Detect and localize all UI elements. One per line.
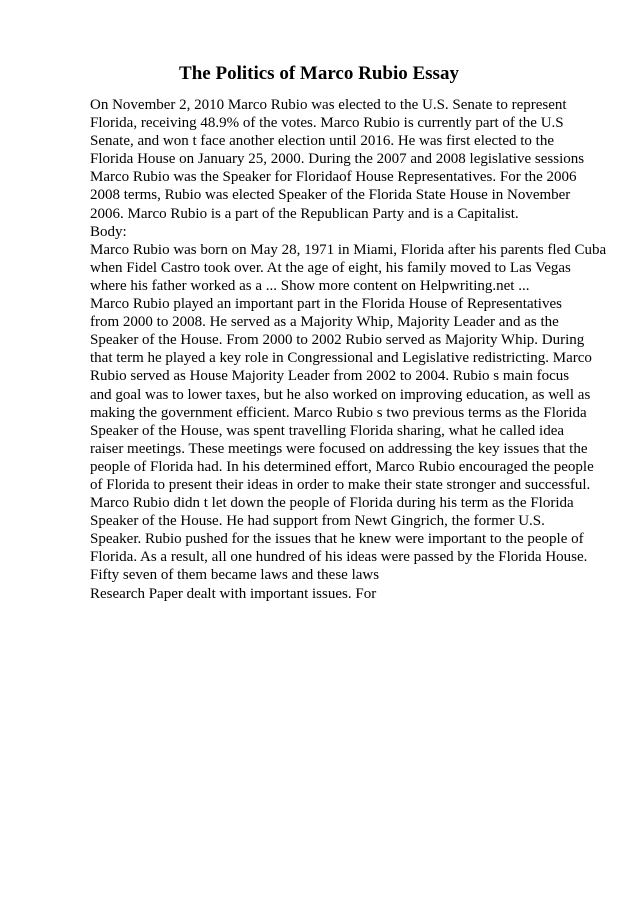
document-body [90,96,630,603]
body-line: raiser meetings. These meetings were focused on addressing the key issues that the [90,440,588,457]
body-line: Senate, and won t face another election until 2016. He was first elected to the [90,133,555,150]
body-line: Florida. As a result, all one hundred of his ideas were passed by the Florida House. [90,549,588,566]
body-line: of Florida to present their ideas in order to make their state stronger and successful. [90,476,591,493]
body-line: Speaker. Rubio pushed for the issues that he knew were important to the people of [90,531,584,548]
body-line: Speaker of the House. He had support from Newt Gingrich, the former U.S. [90,513,545,530]
body-line: making the government efficient. Marco Rubio s two previous terms as the Florida [90,404,587,421]
body-line: that term he played a key role in Congressional and Legislative redistricting. Marco [90,350,592,367]
body-line: On November 2, 2010 Marco Rubio was elected to the U.S. Senate to represent [90,97,567,113]
body-line: Speaker of the House, was spent travelling Florida sharing, what he called idea [90,422,565,439]
body-line: 2008 terms, Rubio was elected Speaker of the Florida State House in November [90,187,571,204]
body-line: Body: [90,223,127,240]
body-line: Fifty seven of them became laws and these laws [90,567,380,584]
document-title: The Politics of Marco Rubio Essay [179,63,459,84]
body-line: Research Paper dealt with important issues. For [90,585,377,602]
body-line: Marco Rubio played an important part in the Florida House of Representatives [90,296,562,313]
body-line: Marco Rubio was born on May 28, 1971 in Miami, Florida after his parents fled Cuba [90,241,607,258]
body-line: and goal was to lower taxes, but he also worked on improving education, as well as [90,386,591,403]
body-line: from 2000 to 2008. He served as a Majority Whip, Majority Leader and as the [90,314,559,331]
body-line: Florida House on January 25, 2000. During the 2007 and 2008 legislative sessions [90,151,585,168]
body-line: where his father worked as a ... Show more content on Helpwriting.net ... [90,277,530,294]
body-line: Florida, receiving 48.9% of the votes. Marco Rubio is currently part of the U.S [90,115,564,132]
body-line: 2006. Marco Rubio is a part of the Republican Party and is a Capitalist. [90,205,519,222]
body-line: Marco Rubio didn t let down the people of Florida during his term as the Florida [90,495,574,512]
body-line: Marco Rubio was the Speaker for Floridaof House Representatives. For the 2006 [90,169,577,186]
body-line: when Fidel Castro took over. At the age of eight, his family moved to Las Vegas [90,259,571,276]
body-line: Rubio served as House Majority Leader from 2002 to 2004. Rubio s main focus [90,368,570,385]
body-line: Speaker of the House. From 2000 to 2002 Rubio served as Majority Whip. During [90,332,585,349]
body-line: people of Florida had. In his determined effort, Marco Rubio encouraged the people [90,458,594,475]
